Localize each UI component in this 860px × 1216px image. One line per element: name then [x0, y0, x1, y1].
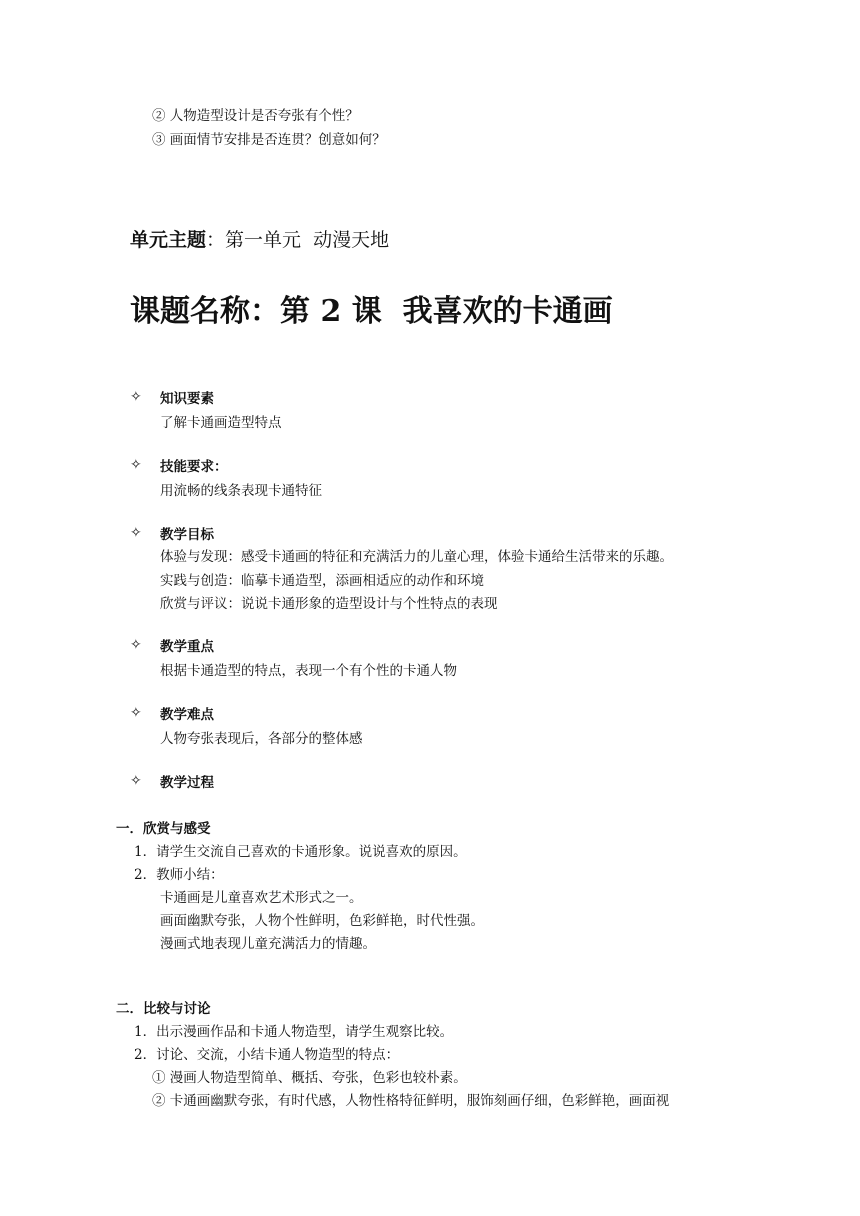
question-3: ③ 画面情节安排是否连贯？创意如何？	[152, 132, 386, 148]
skills-heading: 技能要求：	[160, 459, 228, 475]
unit-theme-separator: ：	[206, 229, 226, 251]
lesson-title: 课题名称：第 2 课 我喜欢的卡通画	[130, 294, 613, 329]
key-points-line: 根据卡通造型的特点，表现一个有个性的卡通人物	[160, 663, 457, 679]
part2-sub-item: ② 卡通画幽默夸张，有时代感，人物性格特征鲜明，服饰刻画仔细，色彩鲜艳，画面视	[152, 1093, 670, 1109]
unit-theme-value: 第一单元 动漫天地	[225, 229, 390, 251]
difficulties-heading: 教学难点	[160, 707, 214, 723]
skills-line: 用流畅的线条表现卡通特征	[160, 483, 322, 499]
diamond-bullet-icon: ✧	[130, 705, 142, 721]
part1-item: 1．请学生交流自己喜欢的卡通形象。说说喜欢的原因。	[134, 844, 467, 860]
question-2: ② 人物造型设计是否夸张有个性？	[152, 108, 359, 124]
unit-theme	[130, 228, 389, 252]
diamond-bullet-icon: ✧	[130, 389, 142, 405]
part2-sub-item: ① 漫画人物造型简单、概括、夸张，色彩也较朴素。	[152, 1070, 467, 1086]
difficulties-line: 人物夸张表现后，各部分的整体感	[160, 731, 363, 747]
diamond-bullet-icon: ✧	[130, 773, 142, 789]
part2-item: 2．讨论、交流，小结卡通人物造型的特点：	[134, 1047, 400, 1063]
goals-line: 实践与创造：临摹卡通造型，添画相适应的动作和环境	[160, 573, 484, 589]
goals-line: 体验与发现：感受卡通画的特征和充满活力的儿童心理，体验卡通给生活带来的乐趣。	[160, 549, 673, 565]
goals-heading: 教学目标	[160, 527, 214, 543]
diamond-bullet-icon: ✧	[130, 637, 142, 653]
part2-item: 1．出示漫画作品和卡通人物造型，请学生观察比较。	[134, 1024, 454, 1040]
key-points-heading: 教学重点	[160, 639, 214, 655]
part1-heading: 一．欣赏与感受	[116, 821, 211, 837]
part1-summary-line: 卡通画是儿童喜欢艺术形式之一。	[160, 890, 363, 906]
goals-line: 欣赏与评议：说说卡通形象的造型设计与个性特点的表现	[160, 596, 498, 612]
process-heading: 教学过程	[160, 775, 214, 791]
knowledge-line: 了解卡通画造型特点	[160, 415, 282, 431]
unit-theme-label: 单元主题	[130, 229, 207, 251]
knowledge-heading: 知识要素	[160, 391, 214, 407]
diamond-bullet-icon: ✧	[130, 525, 142, 541]
part1-summary-line: 漫画式地表现儿童充满活力的情趣。	[160, 936, 376, 952]
diamond-bullet-icon: ✧	[130, 457, 142, 473]
part2-heading: 二．比较与讨论	[116, 1001, 211, 1017]
part1-item: 2．教师小结：	[134, 867, 224, 883]
part1-summary-line: 画面幽默夸张，人物个性鲜明，色彩鲜艳，时代性强。	[160, 913, 484, 929]
